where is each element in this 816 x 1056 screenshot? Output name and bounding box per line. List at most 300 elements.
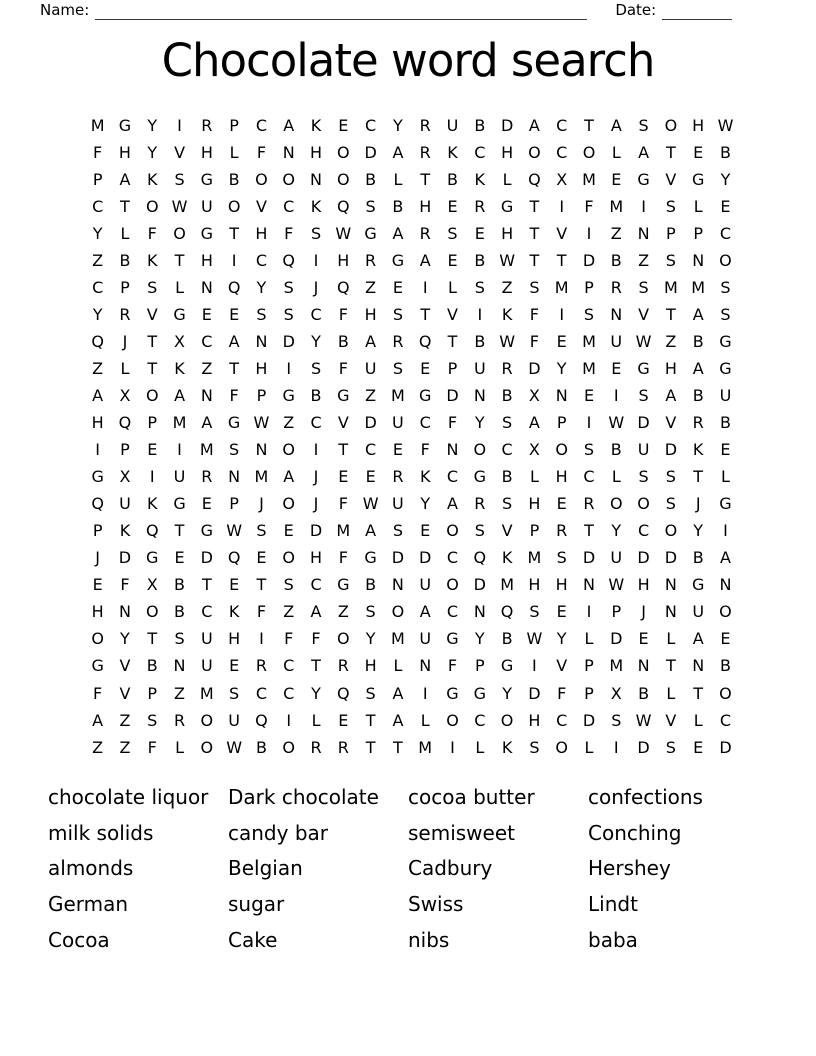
word-list-item: chocolate liquor (48, 784, 209, 809)
grid-cell: M (691, 277, 706, 297)
grid-cell: H (200, 142, 213, 162)
grid-cell: I (586, 413, 592, 433)
grid-cell: T (693, 683, 704, 703)
grid-cell: E (693, 142, 704, 162)
grid-cell: R (392, 331, 404, 351)
grid-cell: A (419, 602, 431, 622)
grid-cell: T (420, 169, 431, 189)
grid-cell: U (637, 440, 650, 460)
grid-cell: E (720, 196, 731, 216)
grid-cell: R (173, 710, 186, 730)
grid-cell: O (200, 710, 214, 730)
grid-cell: A (638, 142, 650, 162)
grid-cell: M (609, 196, 624, 216)
grid-cell: K (447, 142, 458, 162)
grid-cell: O (282, 548, 296, 568)
grid-cell: R (119, 304, 131, 324)
grid-cell: E (611, 358, 622, 378)
grid-cell: H (528, 710, 541, 730)
word-list-item: confections (588, 784, 703, 809)
grid-cell: S (365, 683, 376, 703)
header-row (40, 0, 774, 20)
grid-cell: N (228, 467, 241, 487)
grid-cell: C (255, 250, 268, 270)
grid-cell: L (175, 277, 184, 297)
grid-cell: L (721, 467, 730, 487)
grid-cell: K (692, 440, 704, 460)
grid-cell: I (422, 277, 428, 297)
grid-cell: S (147, 710, 158, 730)
grid-cell: Z (610, 223, 622, 243)
grid-cell: D (664, 548, 678, 568)
word-list-item: Dark chocolate (228, 784, 379, 809)
grid-cell: O (664, 521, 678, 541)
grid-cell: S (365, 196, 376, 216)
grid-cell: K (474, 169, 486, 189)
grid-cell: N (637, 223, 650, 243)
grid-cell: N (282, 142, 295, 162)
grid-cell: E (420, 358, 431, 378)
grid-cell: Y (474, 629, 485, 649)
grid-cell: O (719, 683, 732, 703)
grid-cell: K (501, 548, 513, 568)
grid-cell: P (474, 656, 485, 676)
grid-cell: A (692, 629, 704, 649)
grid-cell: L (120, 358, 130, 378)
grid-cell: D (419, 548, 432, 568)
grid-cell: O (500, 710, 514, 730)
grid-cell: T (256, 575, 267, 595)
grid-cell: P (92, 169, 103, 189)
grid-cell: M (582, 169, 596, 189)
grid-cell: O (446, 710, 459, 730)
grid-cell: S (310, 358, 322, 378)
grid-cell: G (391, 250, 405, 270)
grid-cell: U (200, 196, 213, 216)
grid-cell: K (146, 494, 158, 514)
grid-cell: E (420, 521, 431, 541)
word-list-column (48, 779, 228, 958)
grid-cell: E (229, 304, 240, 324)
word-list-item: Cocoa (48, 928, 110, 953)
grid-cell: D (528, 683, 541, 703)
grid-cell: C (283, 656, 295, 676)
grid-cell: C (255, 115, 268, 135)
grid-cell: Q (418, 331, 432, 351)
grid-cell: K (174, 358, 185, 378)
grid-cell: H (255, 358, 268, 378)
grid-cell: T (584, 115, 594, 135)
grid-cell: N (310, 169, 322, 189)
grid-cell: F (284, 223, 294, 243)
grid-cell: O (282, 440, 296, 460)
word-list-item: Lindt (588, 892, 638, 917)
grid-cell: G (200, 521, 214, 541)
grid-cell: I (95, 440, 100, 460)
grid-cell: D (446, 385, 459, 405)
grid-cell: A (283, 467, 295, 487)
grid-cell: S (474, 277, 485, 297)
grid-cell: N (555, 385, 568, 405)
grid-cell: C (310, 413, 322, 433)
grid-cell: P (147, 413, 158, 433)
grid-cell: P (147, 683, 158, 703)
grid-cell: V (119, 656, 131, 676)
grid-cell: S (474, 521, 485, 541)
grid-cell: E (447, 250, 458, 270)
grid-cell: Z (92, 358, 104, 378)
grid-cell: S (583, 440, 595, 460)
grid-cell: Y (693, 521, 704, 541)
grid-cell: E (229, 656, 240, 676)
grid-cell: H (528, 575, 541, 595)
grid-cell: Q (227, 277, 241, 297)
grid-cell: H (91, 602, 104, 622)
grid-cell: Z (365, 277, 377, 297)
grid-cell: H (664, 358, 677, 378)
grid-cell: Z (201, 358, 213, 378)
grid-cell: S (611, 710, 622, 730)
grid-cell: S (638, 385, 649, 405)
grid-cell: R (201, 115, 213, 135)
grid-cell: G (146, 548, 159, 568)
grid-cell: A (310, 602, 322, 622)
grid-cell: A (365, 331, 377, 351)
grid-cell: X (528, 440, 540, 460)
grid-cell: C (310, 304, 322, 324)
grid-cell: B (501, 629, 513, 649)
grid-cell: M (554, 277, 569, 297)
grid-cell: G (719, 331, 732, 351)
grid-cell: Z (92, 250, 104, 270)
grid-cell: F (147, 737, 157, 757)
grid-cell: S (256, 521, 267, 541)
grid-cell: G (691, 575, 705, 595)
grid-cell: A (692, 304, 704, 324)
grid-cell: D (637, 413, 650, 433)
grid-cell: H (118, 142, 131, 162)
grid-cell: G (91, 656, 104, 676)
grid-cell: X (119, 385, 131, 405)
grid-cell: L (666, 683, 676, 703)
grid-cell: V (255, 196, 267, 216)
grid-cell: G (200, 223, 214, 243)
grid-cell: I (422, 683, 428, 703)
grid-cell: I (286, 358, 292, 378)
grid-cell: H (228, 629, 241, 649)
grid-cell: G (282, 385, 295, 405)
grid-cell: A (174, 385, 186, 405)
grid-cell: H (501, 223, 514, 243)
grid-cell: A (692, 358, 704, 378)
grid-cell: R (419, 223, 431, 243)
grid-cell: I (559, 304, 565, 324)
grid-cell: L (584, 737, 594, 757)
date-blank-line (662, 3, 732, 20)
grid-cell: B (692, 548, 704, 568)
grid-cell: Y (611, 521, 622, 541)
grid-cell: U (446, 115, 459, 135)
grid-cell: U (173, 467, 186, 487)
grid-cell: D (309, 521, 323, 541)
grid-cell: Y (474, 413, 485, 433)
grid-cell: K (501, 304, 513, 324)
grid-cell: S (283, 304, 294, 324)
grid-cell: O (173, 223, 186, 243)
grid-cell: T (174, 250, 185, 270)
grid-cell: P (693, 223, 703, 243)
grid-cell: F (229, 385, 239, 405)
grid-cell: U (228, 710, 240, 730)
grid-cell: N (391, 575, 404, 595)
grid-cell: H (692, 115, 705, 135)
date-label: Date: (615, 1, 657, 19)
grid-cell: F (447, 656, 458, 676)
grid-cell: T (529, 223, 540, 243)
grid-cell: T (147, 629, 158, 649)
grid-cell: Y (256, 277, 267, 297)
grid-cell: F (256, 142, 267, 162)
grid-cell: L (448, 277, 457, 297)
grid-cell: R (474, 494, 486, 514)
grid-cell: K (146, 169, 158, 189)
grid-cell: H (364, 656, 377, 676)
grid-cell: E (556, 494, 567, 514)
grid-cell: V (174, 142, 186, 162)
grid-cell: O (200, 737, 214, 757)
grid-cell: T (665, 142, 676, 162)
grid-cell: L (693, 196, 703, 216)
grid-cell: G (173, 494, 186, 514)
grid-cell: S (638, 115, 649, 135)
grid-cell: B (501, 467, 513, 487)
grid-cell: B (719, 413, 731, 433)
grid-cell: E (338, 710, 349, 730)
word-list-item: nibs (408, 928, 450, 953)
grid-cell: N (692, 656, 705, 676)
grid-cell: L (584, 629, 594, 649)
grid-cell: T (147, 331, 158, 351)
grid-cell: E (147, 440, 158, 460)
grid-cell: I (450, 737, 455, 757)
grid-cell: T (147, 358, 158, 378)
grid-cell: H (364, 304, 377, 324)
grid-cell: Y (502, 683, 512, 703)
grid-cell: I (231, 250, 237, 270)
grid-cell: M (663, 277, 678, 297)
grid-cell: M (391, 629, 405, 649)
grid-cell: C (556, 115, 568, 135)
grid-cell: C (719, 223, 732, 243)
grid-cell: R (419, 115, 431, 135)
grid-cell: F (420, 440, 430, 460)
grid-cell: I (313, 440, 319, 460)
grid-cell: N (664, 602, 677, 622)
grid-cell: I (149, 467, 155, 487)
grid-cell: S (256, 304, 267, 324)
grid-cell: Q (473, 548, 487, 568)
grid-cell: S (665, 467, 676, 487)
grid-cell: U (200, 629, 213, 649)
grid-cell: W (717, 115, 734, 135)
grid-cell: C (446, 602, 459, 622)
word-list-item: milk solids (48, 820, 154, 845)
grid-cell: L (311, 710, 321, 730)
grid-cell: D (364, 142, 377, 162)
grid-cell: P (229, 115, 239, 135)
grid-cell: C (365, 115, 377, 135)
grid-cell: R (392, 467, 404, 487)
grid-cell: W (499, 331, 516, 351)
grid-cell: M (90, 115, 105, 135)
grid-cell: M (199, 440, 214, 460)
grid-cell: H (637, 575, 650, 595)
grid-cell: B (501, 385, 513, 405)
grid-cell: A (610, 115, 622, 135)
grid-cell: V (665, 413, 677, 433)
grid-cell: C (283, 683, 295, 703)
grid-cell: E (556, 331, 567, 351)
grid-cell: U (119, 494, 131, 514)
grid-cell: E (720, 629, 731, 649)
grid-cell: L (666, 629, 676, 649)
grid-cell: H (337, 250, 350, 270)
grid-cell: P (120, 440, 130, 460)
grid-cell: V (337, 413, 349, 433)
grid-cell: S (283, 277, 294, 297)
grid-cell: A (447, 494, 458, 514)
grid-cell: R (337, 737, 349, 757)
grid-cell: S (392, 521, 403, 541)
grid-cell: Z (92, 737, 104, 757)
grid-cell: G (419, 385, 432, 405)
grid-cell: N (200, 277, 213, 297)
grid-cell: H (555, 575, 568, 595)
grid-cell: A (392, 710, 404, 730)
grid-cell: N (446, 440, 459, 460)
grid-cell: V (665, 169, 677, 189)
grid-cell: Z (365, 385, 377, 405)
grid-cell: E (201, 304, 212, 324)
grid-cell: G (173, 304, 186, 324)
grid-cell: E (365, 467, 376, 487)
grid-cell: O (145, 196, 159, 216)
grid-cell: P (611, 602, 622, 622)
grid-cell: A (201, 413, 213, 433)
grid-cell: V (556, 656, 568, 676)
grid-cell: A (392, 223, 404, 243)
grid-cell: I (177, 115, 182, 135)
grid-cell: C (365, 440, 377, 460)
grid-cell: O (719, 250, 732, 270)
grid-cell: O (282, 169, 296, 189)
grid-cell: R (365, 250, 377, 270)
grid-cell: V (501, 521, 513, 541)
grid-cell: W (635, 331, 652, 351)
grid-cell: X (528, 385, 540, 405)
grid-cell: T (529, 250, 540, 270)
grid-cell: Q (145, 521, 159, 541)
grid-cell: S (229, 440, 240, 460)
grid-cell: Q (337, 683, 350, 703)
grid-cell: U (692, 602, 705, 622)
grid-cell: G (337, 385, 350, 405)
grid-cell: T (229, 358, 240, 378)
grid-cell: D (582, 250, 596, 270)
grid-cell: S (529, 602, 540, 622)
grid-cell: W (226, 737, 243, 757)
grid-cell: F (147, 223, 157, 243)
grid-cell: Y (420, 494, 431, 514)
grid-cell: L (529, 467, 539, 487)
grid-cell: F (338, 304, 348, 324)
grid-cell: J (259, 494, 264, 514)
grid-cell: B (719, 656, 731, 676)
grid-cell: F (447, 413, 458, 433)
word-list-column (588, 779, 768, 958)
grid-cell: F (584, 196, 594, 216)
grid-cell: Z (174, 683, 186, 703)
grid-cell: F (529, 331, 539, 351)
grid-cell: P (256, 385, 267, 405)
grid-cell: B (365, 575, 377, 595)
grid-cell: K (501, 737, 513, 757)
grid-cell: C (92, 277, 104, 297)
grid-cell: B (610, 440, 622, 460)
grid-cell: S (529, 277, 540, 297)
grid-cell: I (477, 304, 483, 324)
grid-cell: M (418, 737, 433, 757)
word-list-item: German (48, 892, 129, 917)
grid-cell: P (584, 277, 594, 297)
grid-cell: Q (91, 494, 104, 514)
name-blank-line (95, 3, 587, 20)
grid-cell: Q (255, 710, 268, 730)
grid-cell: N (583, 575, 595, 595)
grid-cell: T (365, 710, 376, 730)
grid-cell: R (501, 358, 513, 378)
grid-cell: I (177, 440, 182, 460)
grid-cell: G (337, 575, 350, 595)
grid-cell: S (665, 737, 676, 757)
grid-cell: Z (501, 277, 513, 297)
grid-cell: B (146, 656, 158, 676)
grid-cell: I (259, 629, 264, 649)
grid-cell: S (447, 223, 458, 243)
grid-cell: S (502, 494, 513, 514)
grid-cell: O (282, 494, 296, 514)
grid-cell: V (556, 223, 568, 243)
word-list-item: candy bar (228, 820, 328, 845)
grid-cell: B (474, 250, 486, 270)
grid-cell: D (582, 710, 596, 730)
grid-cell: D (664, 440, 678, 460)
grid-cell: D (637, 737, 650, 757)
grid-cell: A (92, 385, 104, 405)
grid-cell: M (391, 385, 405, 405)
grid-cell: C (255, 683, 268, 703)
grid-cell: X (146, 575, 158, 595)
grid-cell: E (392, 277, 403, 297)
grid-cell: L (611, 467, 621, 487)
grid-cell: O (528, 142, 541, 162)
grid-cell: H (200, 250, 213, 270)
grid-cell: R (337, 656, 349, 676)
grid-cell: T (665, 304, 676, 324)
grid-cell: P (556, 413, 567, 433)
grid-cell: N (118, 602, 131, 622)
grid-cell: N (473, 602, 486, 622)
